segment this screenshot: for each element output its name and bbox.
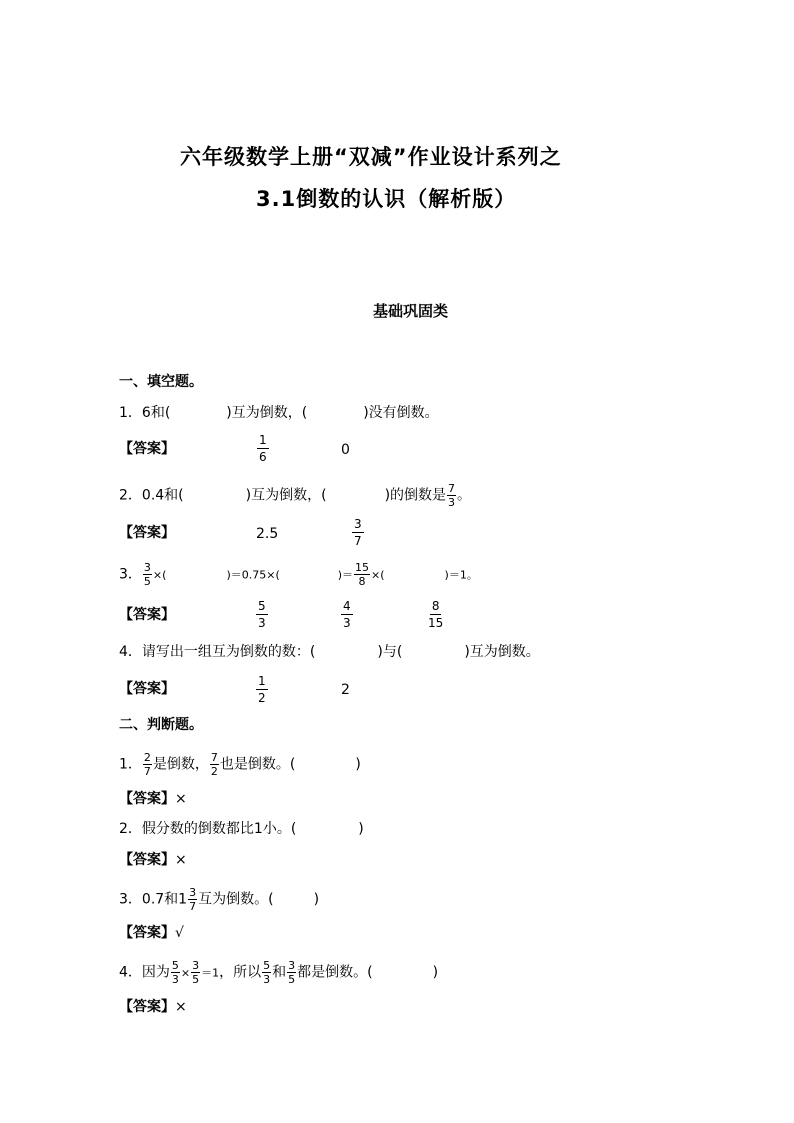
answer-fraction: 8 15 xyxy=(428,599,444,630)
fraction: $\frac{3}{7}$ xyxy=(189,886,197,913)
question-fill-2: 2．0.4和( )互为倒数，( )的倒数是 $\frac{7}{3}$ 。 xyxy=(119,482,472,509)
answer-fraction: 5 3 xyxy=(258,599,266,630)
fraction: $\frac{7}{3}$ xyxy=(448,482,456,509)
answer-fraction: 1 6 xyxy=(259,433,267,464)
question-judge-2: 2．假分数的倒数都比1小。( ) xyxy=(119,821,364,837)
document-title-line2: 3.1倒数的认识（解析版） xyxy=(256,187,517,211)
fraction: $\frac{3}{5}$ xyxy=(288,959,296,986)
section-heading: 基础巩固类 xyxy=(373,302,449,320)
true-false-header: 二、判断题。 xyxy=(119,717,203,733)
question-fill-4: 4．请写出一组互为倒数的数：( )与( )互为倒数。 xyxy=(119,644,540,660)
fraction: $\frac{2}{7}$ xyxy=(143,751,151,778)
answer-line: 【答案】× xyxy=(119,791,187,807)
answer-label: 【答案】 xyxy=(119,681,175,697)
answer-fraction: 1 2 xyxy=(258,674,266,705)
answer-label: 【答案】 xyxy=(119,525,175,541)
answer-line: 【答案】× xyxy=(119,852,187,868)
answer-value: 0 xyxy=(341,442,350,458)
question-judge-4: 4．因为 $\frac{5}{3}$ × $\frac{3}{5}$ ＝1，所以 $\frac{5}{3}$ 和 $\frac{3}{5}$ 都是倒数。( ) xyxy=(119,959,439,986)
fraction: $\frac{5}{3}$ xyxy=(263,959,271,986)
question-fill-1: 1．6和( )互为倒数，( )没有倒数。 xyxy=(119,405,439,421)
question-judge-1: 1． $\frac{2}{7}$ 是倒数， $\frac{7}{2}$ 也是倒数。( ) xyxy=(119,751,361,778)
answer-line: 【答案】√ xyxy=(119,925,184,941)
answer-line: 【答案】× xyxy=(119,999,187,1015)
answer-value: 2 xyxy=(341,682,350,698)
fill-blank-header: 一、填空题。 xyxy=(119,374,203,390)
answer-value: 2.5 xyxy=(256,526,279,542)
answer-label: 【答案】 xyxy=(119,441,175,457)
fraction: $\frac{7}{2}$ xyxy=(210,751,218,778)
fraction: $\frac{3}{5}$ xyxy=(143,561,151,588)
question-fill-3: 3． $\frac{3}{5}$ ×( )＝0.75×( )＝ $\frac{15}{8}$ ×( )＝1。 xyxy=(119,561,478,588)
answer-fraction: 3 7 xyxy=(354,517,362,548)
answer-fraction: 4 3 xyxy=(343,599,351,630)
fraction: $\frac{15}{8}$ xyxy=(355,561,370,588)
answer-label: 【答案】 xyxy=(119,607,175,623)
question-judge-3: 3．0.7和1 $\frac{3}{7}$ 互为倒数。( ) xyxy=(119,886,320,913)
document-title-line1: 六年级数学上册“双减”作业设计系列之 xyxy=(180,145,562,169)
fraction: $\frac{3}{5}$ xyxy=(192,959,200,986)
fraction: $\frac{5}{3}$ xyxy=(171,959,179,986)
